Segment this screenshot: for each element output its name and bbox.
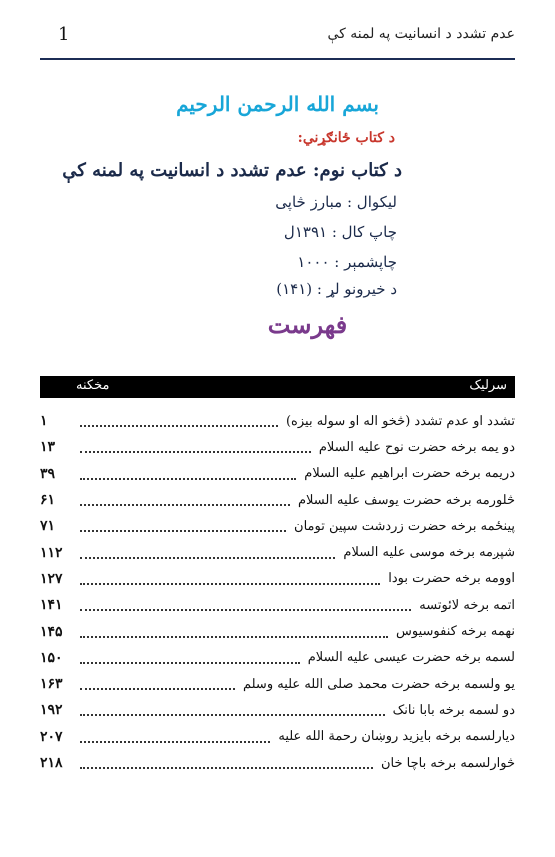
- toc-entry-title: څوارلسمه برخه باچا خان: [381, 755, 515, 771]
- toc-entry[interactable]: [40, 513, 515, 539]
- leader-dots: [80, 530, 286, 532]
- toc-entry[interactable]: [40, 592, 515, 618]
- toc-entry-page: ۱۳: [40, 439, 56, 456]
- toc-entry-page: ۱۹۲: [40, 702, 63, 719]
- toc-header-bar: [40, 376, 515, 398]
- toc-entry[interactable]: [40, 671, 515, 697]
- toc-entry-title: دیارلسمه برخه بایزید روښان رحمة الله علیه: [278, 729, 515, 745]
- print-year-row: چاپ کال : ۱۳۹۱ل: [283, 223, 397, 241]
- toc-entry-page: ۲۱۸: [40, 755, 63, 771]
- leader-dots: [80, 425, 278, 427]
- toc-list: [40, 408, 515, 776]
- leader-dots: [80, 609, 411, 611]
- toc-entry-title: دو لسمه برخه بابا نانک: [392, 702, 515, 718]
- toc-entry-page: ۱۱۲: [40, 544, 63, 561]
- basmala: بسم الله الرحمن الرحيم: [176, 92, 379, 116]
- toc-entry-page: ۱۴۵: [40, 623, 63, 640]
- toc-entry-page: ۱۴۱: [40, 597, 63, 614]
- leader-dots: [80, 662, 300, 664]
- leader-dots: [80, 767, 373, 769]
- leader-dots: [80, 741, 270, 743]
- toc-entry-title: اتمه برخه لائوتسه: [419, 597, 515, 613]
- toc-entry-page: ۷۱: [40, 518, 56, 535]
- toc-entry[interactable]: [40, 645, 515, 671]
- author-row: لیکوال : مبارز څاپی: [275, 193, 397, 211]
- leader-dots: [80, 714, 385, 716]
- toc-column-title: سرلیک: [469, 378, 507, 393]
- leader-dots: [80, 504, 290, 506]
- toc-title: فهرست: [267, 310, 348, 339]
- toc-entry-page: ۲۰۷: [40, 728, 63, 745]
- toc-entry[interactable]: [40, 697, 515, 723]
- toc-entry-title: شپږمه برخه موسی علیه السلام: [343, 545, 515, 561]
- header-rule: [40, 58, 515, 60]
- page-number: 1: [58, 24, 70, 45]
- toc-entry[interactable]: [40, 724, 515, 750]
- toc-entry-page: ۱۶۳: [40, 676, 63, 693]
- book-info-heading: د کتاب ځانګړني:: [297, 130, 395, 146]
- leader-dots: [80, 478, 296, 480]
- toc-column-page: مخکنه: [76, 378, 110, 393]
- running-header-title: عدم تشدد د انسانیت په لمنه کې: [327, 26, 515, 42]
- toc-entry[interactable]: [40, 487, 515, 513]
- toc-entry-title: څلورمه برخه حضرت یوسف علیه السلام: [297, 492, 515, 508]
- toc-entry-page: ۱۵۰: [40, 649, 63, 666]
- leader-dots: [80, 583, 380, 585]
- toc-entry-title: یو ولسمه برخه حضرت محمد صلی الله علیه وسلم: [242, 676, 515, 692]
- toc-entry-title: اوومه برخه حضرت بودا: [388, 571, 515, 587]
- toc-entry[interactable]: [40, 461, 515, 487]
- toc-entry-title: پینځمه برخه حضرت زردشت سپین تومان: [294, 518, 515, 534]
- toc-entry-page: ۶۱: [40, 492, 56, 509]
- toc-entry[interactable]: [40, 434, 515, 460]
- toc-entry-page: ۳۹: [40, 465, 56, 482]
- leader-dots: [80, 636, 388, 638]
- leader-dots: [80, 557, 335, 559]
- running-header: [40, 18, 515, 52]
- toc-entry[interactable]: [40, 750, 515, 776]
- print-count-row: چاپشمېر : ۱۰۰۰: [297, 253, 397, 271]
- leader-dots: [80, 451, 311, 453]
- leader-dots: [80, 688, 235, 690]
- toc-entry[interactable]: [40, 618, 515, 644]
- series-row: د خیرونو لړ : (۱۴۱): [276, 280, 397, 298]
- toc-entry-page: ۱: [40, 413, 48, 430]
- toc-entry-title: نهمه برخه کنفوسیوس: [396, 624, 515, 640]
- toc-entry[interactable]: [40, 539, 515, 565]
- toc-entry[interactable]: [40, 408, 515, 434]
- toc-entry-title: لسمه برخه حضرت عیسی علیه السلام: [307, 650, 515, 666]
- toc-entry[interactable]: [40, 566, 515, 592]
- toc-entry-title: دریمه برخه حضرت ابراهیم علیه السلام: [304, 466, 515, 482]
- toc-entry-title: دو یمه برخه حضرت نوح علیه السلام: [318, 439, 515, 455]
- toc-entry-page: ۱۲۷: [40, 570, 63, 587]
- book-title-row: د کتاب نوم: عدم تشدد د انسانیت په لمنه کې: [62, 160, 402, 181]
- toc-entry-title: تشدد او عدم تشدد (څخو اله او سوله بیزه): [285, 413, 515, 429]
